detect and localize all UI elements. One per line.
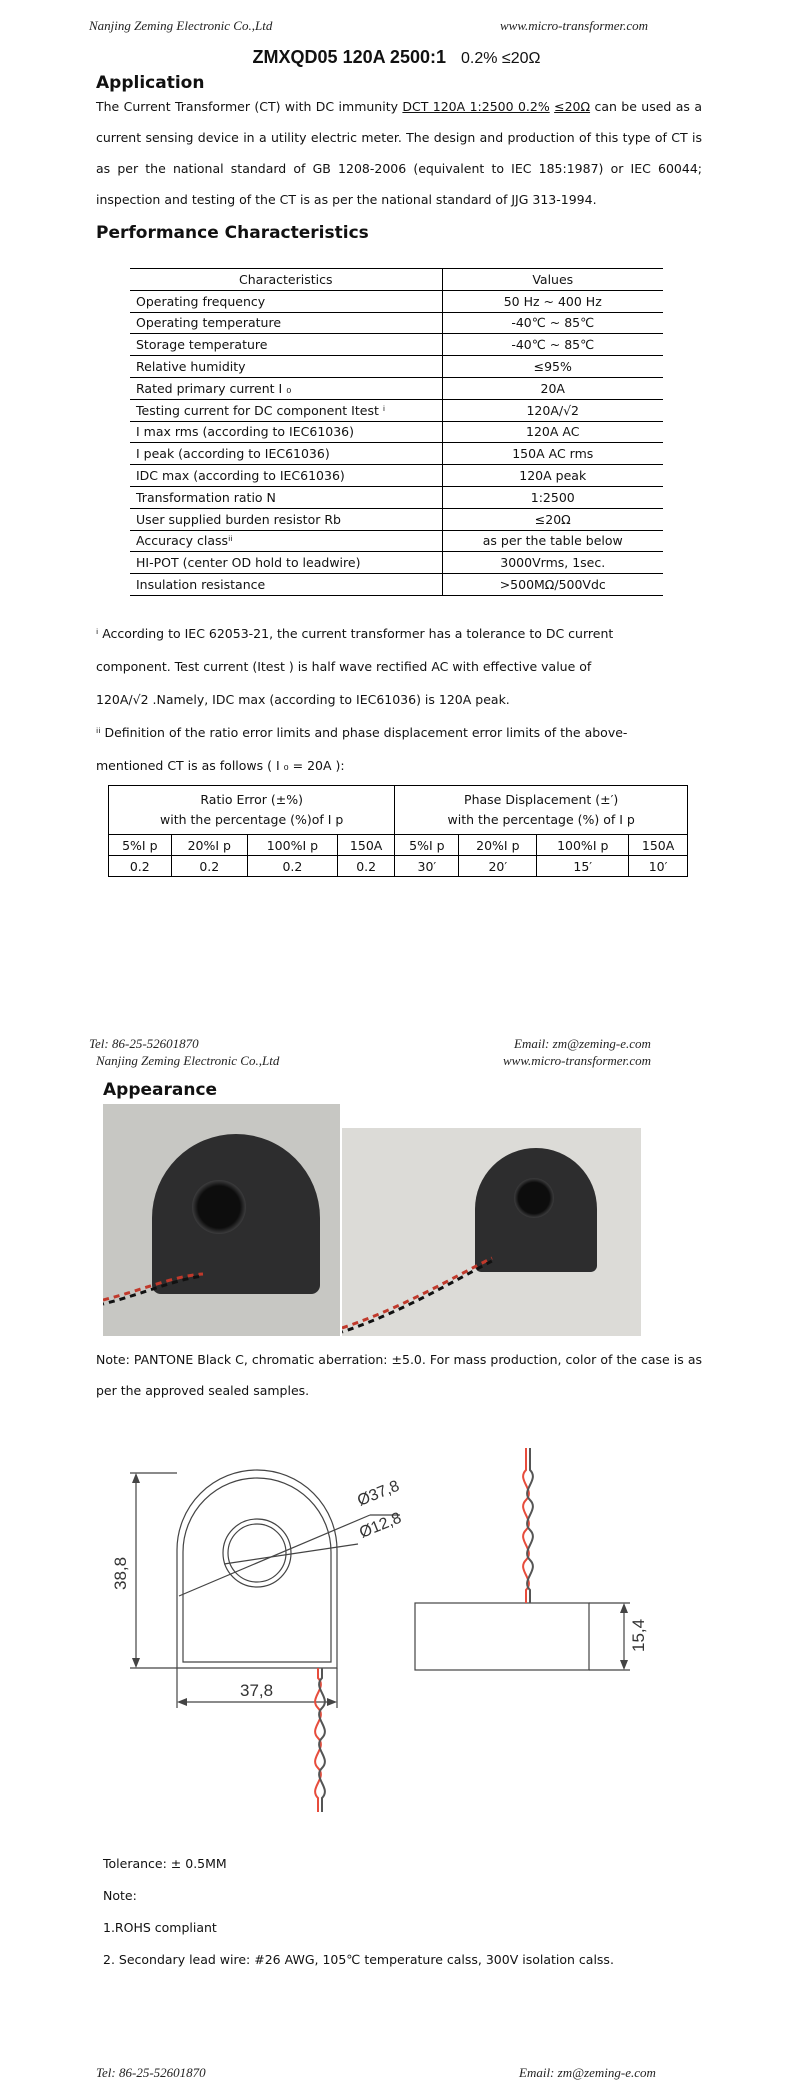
table-row: Operating frequency 50 Hz ~ 400 Hz [130,290,663,312]
table-row: Rated primary current I ₀ 20A [130,377,663,399]
rohs-note: 1.ROHS compliant [103,1920,217,1935]
footer-email: Email: zm@zeming-e.com [514,1036,651,1051]
note-label: Note: [103,1888,137,1903]
spec-underline-1: DCT 120A 1:2500 0.2% [402,99,550,114]
col-values: Values [442,269,663,291]
table-row: Insulation resistance >500MΩ/500Vdc [130,574,663,596]
table-row: IDC max (according to IEC61036) 120A peak [130,465,663,487]
table-row: HI-POT (center OD hold to leadwire) 3000Vrms, 1sec. [130,552,663,574]
spec-underline-2: ≤20Ω [554,99,591,114]
lead-wire-icon [342,1128,641,1336]
table-row: Relative humidity ≤95% [130,356,663,378]
phase-displacement-header: Phase Displacement (±′) with the percentage (%) of I p [395,786,688,835]
table-row: 0.2 0.2 0.2 0.2 30′ 20′ 15′ 10′ [109,856,688,877]
lead-wire-note: 2. Secondary lead wire: #26 AWG, 105℃ temperature calss, 300V isolation calss. [103,1952,614,1967]
table-row: I peak (according to IEC61036) 150A AC rms [130,443,663,465]
od-label: Ø37,8 [355,1477,402,1510]
table-row: Operating temperature -40℃ ~ 85℃ [130,312,663,334]
table-row: Transformation ratio N 1:2500 [130,486,663,508]
product-photo-side [342,1128,641,1336]
appearance-note: Note: PANTONE Black C, chromatic aberration: ±5.0. For mass production, color of the case is as per the approved sealed samples. [96,1352,702,1398]
note1-line-a: ⁱ According to IEC 62053-21, the current transformer has a tolerance to DC current [96,626,614,641]
note1-line-b: component. Test current (Itest ) is half wave rectified AC with effective value of [96,659,592,674]
footnotes [96,617,702,782]
header-website-2: www.micro-transformer.com [503,1053,652,1068]
table-row: Storage temperature -40℃ ~ 85℃ [130,334,663,356]
model-spec: 0.2% ≤20Ω [461,50,541,67]
tolerance-notes [103,1848,614,1976]
header-company-2: Nanjing Zeming Electronic Co.,Ltd [96,1053,280,1068]
table-row: I max rms (according to IEC61036) 120A AC [130,421,663,443]
page-title [0,47,793,68]
product-photo-front [103,1104,340,1336]
model-title: ZMXQD05 120A 2500:1 [252,47,446,67]
table-row: 5%I p 20%I p 100%I p 150A 5%I p 20%I p 100%I p 150A [109,835,688,856]
width-label: 37,8 [240,1681,274,1700]
performance-table [130,268,663,596]
height-label: 38,8 [111,1556,130,1590]
footer-tel-2: Tel: 86-25-52601870 [96,2065,206,2080]
application-heading: Application [96,73,205,93]
error-limits-table [108,785,688,877]
col-characteristics: Characteristics [130,269,442,291]
table-row: User supplied burden resistor Rb ≤20Ω [130,508,663,530]
application-text: The Current Transformer (CT) with DC immunity DCT 120A 1:2500 0.2% ≤20Ω can be used as a current sensing device in a utility electric meter. The design and production of this type of CT is as per the national standard of GB 1208-2006 (equivalent to IEC 185:1987) or IEC 60044; inspection and testing of the CT is as per the national standard of JJG 313-1994. [96,99,702,207]
performance-heading: Performance Characteristics [96,223,369,243]
dimension-drawing [100,1440,660,1820]
depth-label: 15,4 [629,1618,648,1652]
lead-wire-icon [103,1104,340,1336]
footer-tel: Tel: 86-25-52601870 [89,1036,199,1051]
id-label: Ø12,8 [357,1509,404,1542]
note2-line-a: ⁱⁱ Definition of the ratio error limits and phase displacement error limits of the above- [96,725,628,740]
footer-email-2: Email: zm@zeming-e.com [519,2065,656,2080]
tolerance-line: Tolerance: ± 0.5MM [103,1856,227,1871]
appearance-heading: Appearance [103,1080,218,1100]
header-company: Nanjing Zeming Electronic Co.,Ltd [89,18,273,33]
note1-line-c: 120A/√2 .Namely, IDC max (according to IEC61036) is 120A peak. [96,692,510,707]
ratio-error-header: Ratio Error (±%) with the percentage (%)of I p [109,786,395,835]
header-website: www.micro-transformer.com [500,18,649,33]
table-header-row [130,269,663,291]
table-row: Accuracy classⁱⁱ as per the table below [130,530,663,552]
note2-line-b: mentioned CT is as follows ( I ₀ = 20A ): [96,758,345,773]
table-row: Testing current for DC component Itest ⁱ 120A/√2 [130,399,663,421]
